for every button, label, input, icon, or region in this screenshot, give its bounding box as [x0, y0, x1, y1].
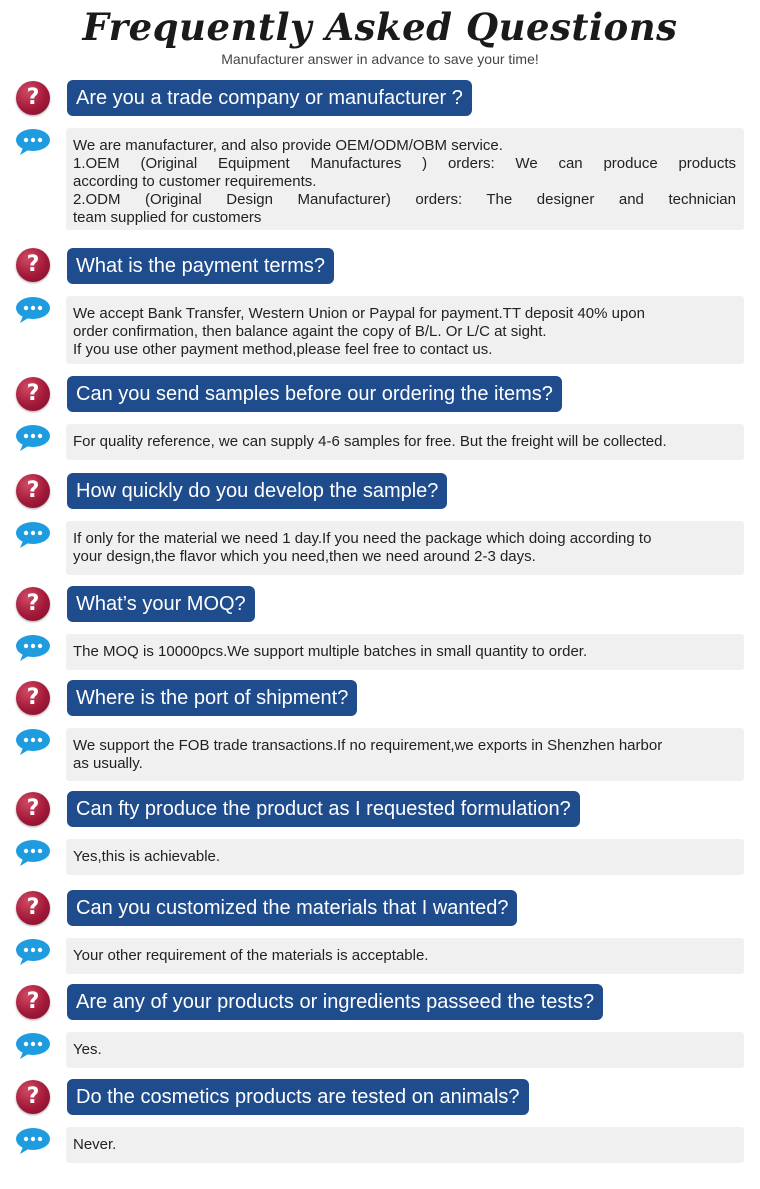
- question-bar: Are any of your products or ingredients passeed the tests?: [67, 984, 603, 1020]
- answer-line: Yes,this is achievable.: [73, 848, 221, 865]
- answer-box: [66, 1032, 744, 1068]
- question-mark-circle-icon: ?: [16, 474, 50, 508]
- chat-bubble-icon: [15, 296, 51, 323]
- answer-line: If only for the material we need 1 day.If you need the package which doing according to: [73, 530, 652, 547]
- question-mark-circle-icon: ?: [16, 587, 50, 621]
- chat-bubble-icon: [15, 634, 51, 661]
- question-bar: Do the cosmetics products are tested on animals?: [67, 1079, 529, 1115]
- answer-line: For quality reference, we can supply 4-6 samples for free. But the freight will be collected.: [73, 433, 667, 450]
- question-bar: What’s your MOQ?: [67, 586, 255, 622]
- answer-line: We accept Bank Transfer, Western Union or Paypal for payment.TT deposit 40% upon: [73, 305, 645, 322]
- answer-line: We are manufacturer, and also provide OEM/ODM/OBM service.: [73, 137, 503, 154]
- answer-line: Your other requirement of the materials is acceptable.: [73, 947, 429, 964]
- answer-box: [66, 128, 744, 230]
- question-bar: Can you send samples before our ordering the items?: [67, 376, 562, 412]
- chat-bubble-icon: [15, 424, 51, 451]
- chat-bubble-icon: [15, 728, 51, 755]
- chat-bubble-icon: [15, 521, 51, 548]
- answer-line: 1.OEM (Original Equipment Manufactures ) orders: We can produce products: [73, 155, 736, 172]
- answer-line: If you use other payment method,please feel free to contact us.: [73, 341, 493, 358]
- answer-line: team supplied for customers: [73, 209, 262, 226]
- answer-line: We support the FOB trade transactions.If no requirement,we exports in Shenzhen harbor: [73, 737, 663, 754]
- question-bar: Where is the port of shipment?: [67, 680, 357, 716]
- answer-line: your design,the flavor which you need,then we need around 2-3 days.: [73, 548, 536, 565]
- answer-box: [66, 521, 744, 575]
- question-bar: How quickly do you develop the sample?: [67, 473, 447, 509]
- answer-box: [66, 728, 744, 781]
- answer-line: Never.: [73, 1136, 117, 1153]
- answer-box: [66, 1127, 744, 1163]
- answer-box: [66, 938, 744, 974]
- question-mark-circle-icon: ?: [16, 792, 50, 826]
- question-mark-circle-icon: ?: [16, 248, 50, 282]
- chat-bubble-icon: [15, 1127, 51, 1154]
- question-bar: What is the payment terms?: [67, 248, 334, 284]
- answer-line: Yes.: [73, 1041, 102, 1058]
- question-mark-circle-icon: ?: [16, 681, 50, 715]
- chat-bubble-icon: [15, 128, 51, 155]
- page-subtitle: Manufacturer answer in advance to save your time!: [221, 51, 539, 67]
- answer-line: The MOQ is 10000pcs.We support multiple batches in small quantity to order.: [73, 643, 588, 660]
- question-mark-circle-icon: ?: [16, 81, 50, 115]
- question-mark-circle-icon: ?: [16, 377, 50, 411]
- answer-line: according to customer requirements.: [73, 173, 317, 190]
- chat-bubble-icon: [15, 1032, 51, 1059]
- page-header: [0, 0, 760, 68]
- answer-line: order confirmation, then balance againt the copy of B/L. Or L/C at sight.: [73, 323, 547, 340]
- answer-box: [66, 634, 744, 670]
- question-mark-circle-icon: ?: [16, 891, 50, 925]
- answer-line: as usually.: [73, 755, 143, 772]
- answer-box: [66, 839, 744, 875]
- question-mark-circle-icon: ?: [16, 985, 50, 1019]
- page-title: Frequently Asked Questions: [82, 5, 678, 49]
- question-bar: Can you customized the materials that I wanted?: [67, 890, 517, 926]
- question-bar: Are you a trade company or manufacturer ?: [67, 80, 472, 116]
- chat-bubble-icon: [15, 839, 51, 866]
- question-mark-circle-icon: ?: [16, 1080, 50, 1114]
- chat-bubble-icon: [15, 938, 51, 965]
- answer-box: [66, 424, 744, 460]
- answer-line: 2.ODM (Original Design Manufacturer) orders: The designer and technician: [73, 191, 736, 208]
- question-bar: Can fty produce the product as I requested formulation?: [67, 791, 580, 827]
- answer-box: [66, 296, 744, 364]
